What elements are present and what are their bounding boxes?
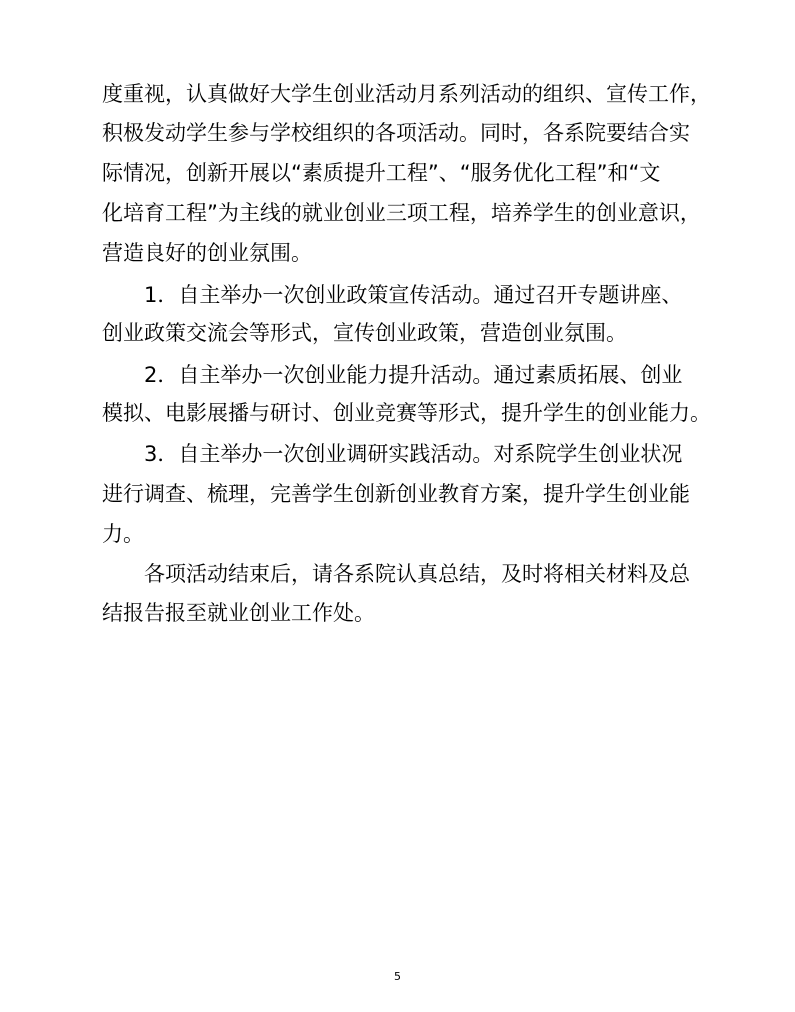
paragraph-line: 度重视，认真做好大学生创业活动月系列活动的组织、宣传工作， bbox=[102, 82, 711, 106]
list-item-2-line: 2．自主举办一次创业能力提升活动。通过素质拓展、创业 bbox=[144, 363, 683, 387]
list-item-1-line: 创业政策交流会等形式，宣传创业政策，营造创业氛围。 bbox=[102, 321, 627, 345]
paragraph-line: 化培育工程”为主线的就业创业三项工程，培养学生的创业意识， bbox=[102, 201, 701, 225]
list-item-3-line: 力。 bbox=[102, 522, 144, 546]
list-item-3-line: 进行调查、梳理，完善学生创新创业教育方案，提升学生创业能 bbox=[102, 482, 690, 506]
paragraph-line: 营造良好的创业氛围。 bbox=[102, 241, 312, 265]
paragraph-line: 积极发动学生参与学校组织的各项活动。同时，各系院要结合实 bbox=[102, 121, 690, 145]
list-item-2-line: 模拟、电影展播与研讨、创业竞赛等形式，提升学生的创业能力。 bbox=[102, 401, 711, 425]
paragraph-line: 际情况，创新开展以“素质提升工程”、“服务优化工程”和“文 bbox=[102, 161, 661, 185]
list-item-3-line: 3．自主举办一次创业调研实践活动。对系院学生创业状况 bbox=[144, 442, 683, 466]
page-number: 5 bbox=[394, 970, 401, 983]
list-item-1-line: 1．自主举办一次创业政策宣传活动。通过召开专题讲座、 bbox=[144, 283, 683, 307]
closing-paragraph-line: 各项活动结束后，请各系院认真总结，及时将相关材料及总 bbox=[144, 562, 690, 586]
closing-paragraph-line: 结报告报至就业创业工作处。 bbox=[102, 601, 375, 625]
